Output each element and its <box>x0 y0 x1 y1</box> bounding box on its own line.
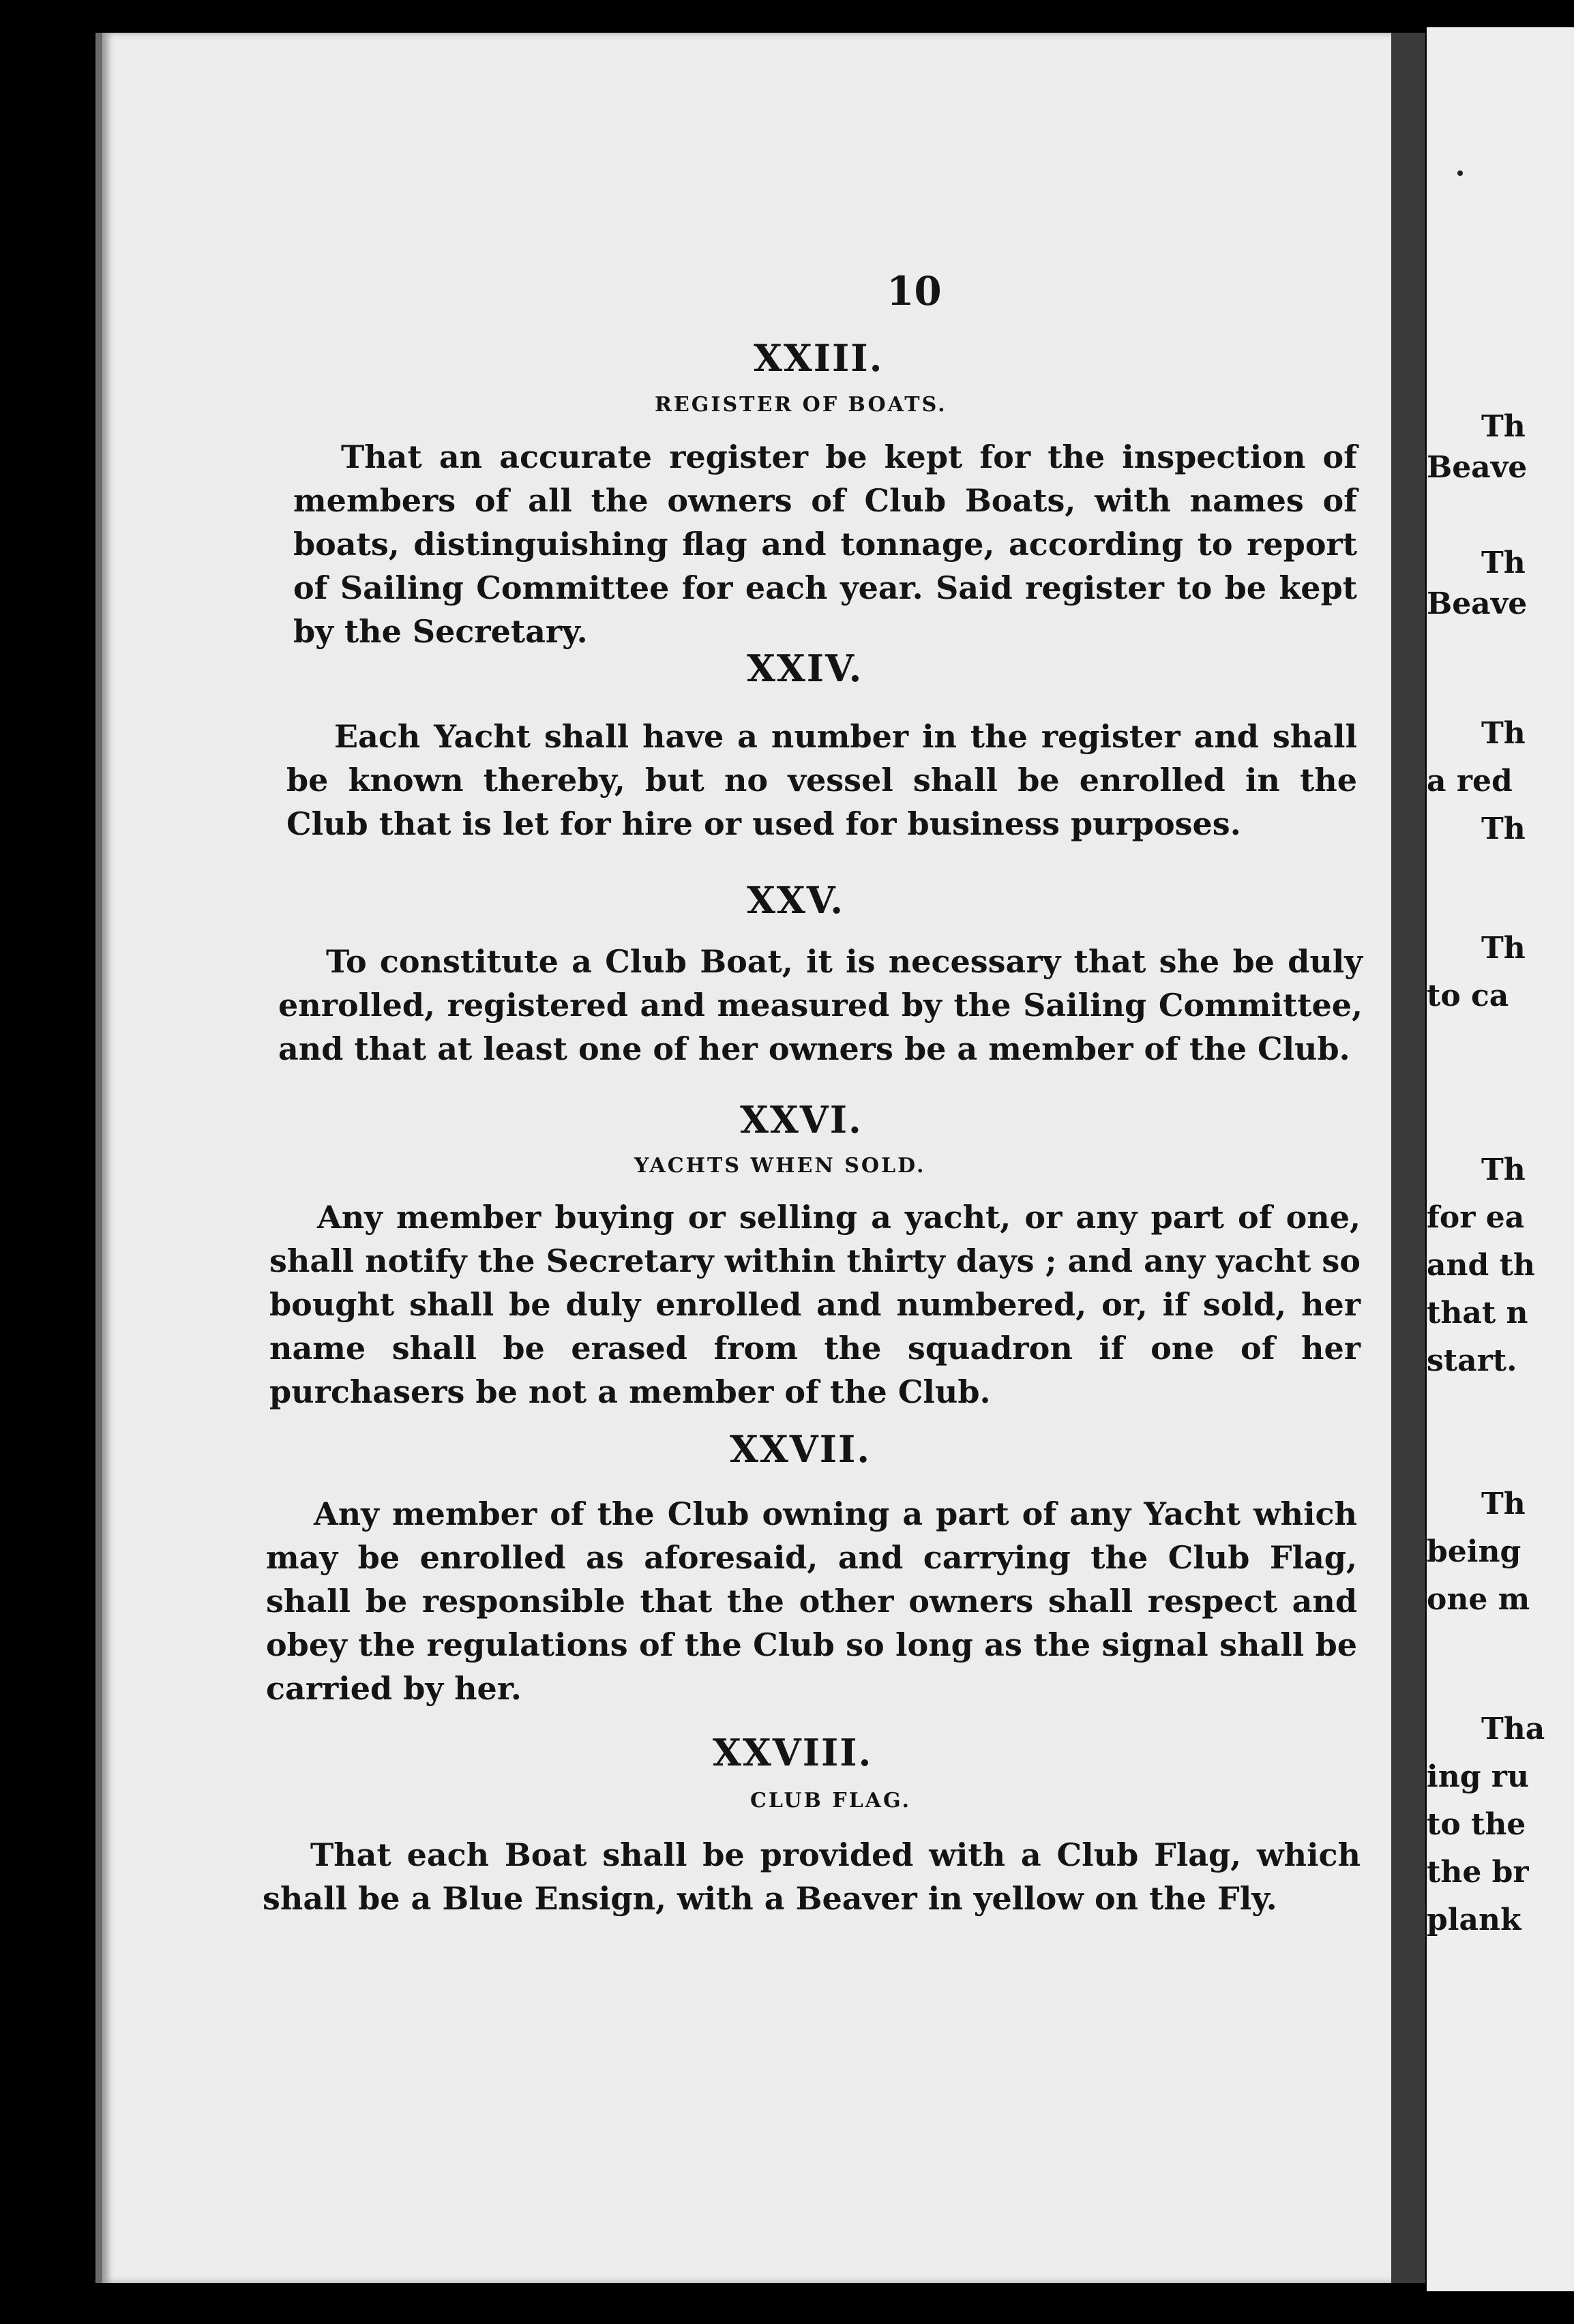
section-heading-xxvi: XXVI. <box>740 1098 863 1142</box>
section-heading-xxiii: XXIII. <box>754 336 884 380</box>
section-heading-xxv: XXV. <box>747 878 845 922</box>
right-fragment: start. <box>1427 1343 1517 1378</box>
right-fragment: ing ru <box>1427 1759 1529 1794</box>
right-fragment: to the <box>1427 1807 1526 1842</box>
right-fragment: Th <box>1481 1152 1526 1187</box>
section-text-xxiv: Each Yacht shall have a number in the register and shall be known thereby, but no vessel shall be enrolled in the Club that is let for hire or used for business purposes. <box>286 718 1357 842</box>
right-fragment: one m <box>1427 1582 1530 1617</box>
section-text-xxiii: That an accurate register be kept for the inspection of members of all the owners of Club Boats, with names of boats, distinguishing flag and tonnage, according to report of Sailing Committee for each year. Said register to be kept by the Secretary. <box>293 438 1357 650</box>
right-fragment: Beave <box>1427 450 1528 485</box>
section-heading-xxvii: XXVII. <box>730 1427 872 1471</box>
right-fragment: to ca <box>1427 979 1509 1013</box>
section-subheading-club-flag: CLUB FLAG. <box>750 1789 911 1813</box>
right-fragment: Tha <box>1481 1712 1545 1746</box>
section-heading-xxiv: XXIV. <box>747 646 863 690</box>
section-heading-xxviii: XXVIII. <box>713 1731 873 1774</box>
section-text-xxv: To constitute a Club Boat, it is necessary that she be duly enrolled, registered and measured by the Sailing Committee, and that at least one of her owners be a member of the Club. <box>278 943 1363 1067</box>
right-fragment: Beave <box>1427 586 1528 621</box>
section-text-xxvii: Any member of the Club owning a part of any Yacht which may be enrolled as aforesaid, and carrying the Club Flag, shall be responsible that the other owners shall respect and obey the regulations of the Club so long as the signal shall be carried by her. <box>266 1495 1357 1707</box>
right-fragment: Th <box>1481 811 1526 846</box>
right-fragment: being <box>1427 1534 1521 1569</box>
right-fragment: that n <box>1427 1296 1528 1330</box>
right-fragment: the br <box>1427 1855 1529 1890</box>
section-subheading-register-of-boats: REGISTER OF BOATS. <box>655 393 947 417</box>
section-subheading-yachts-when-sold: YACHTS WHEN SOLD. <box>634 1154 926 1178</box>
right-fragment: Th <box>1481 546 1526 580</box>
page-number: 10 <box>887 268 942 314</box>
right-fragment: for ea <box>1427 1200 1525 1235</box>
right-fragment: Th <box>1481 931 1526 966</box>
right-fragment: plank <box>1427 1903 1521 1937</box>
ink-speck <box>1457 170 1463 176</box>
section-text-xxviii: That each Boat shall be provided with a Club Flag, which shall be a Blue Ensign, with a Beaver in yellow on the Fly. <box>263 1836 1361 1917</box>
right-fragment: Th <box>1481 1487 1526 1521</box>
right-page-edge <box>1427 27 1574 2291</box>
section-text-xxvi: Any member buying or selling a yacht, or any part of one, shall notify the Secretary within thirty days ; and any yacht so bought shall be duly enrolled and numbered, or, if sold, her name shall be erased from the squadron if one of her purchasers be not a member of the Club. <box>269 1199 1361 1410</box>
right-fragment: a red <box>1427 764 1513 799</box>
book-gutter <box>1391 33 1425 2283</box>
right-fragment: Th <box>1481 716 1526 751</box>
right-fragment: Th <box>1481 409 1526 444</box>
right-fragment: and th <box>1427 1248 1535 1283</box>
left-page <box>95 33 1412 2283</box>
